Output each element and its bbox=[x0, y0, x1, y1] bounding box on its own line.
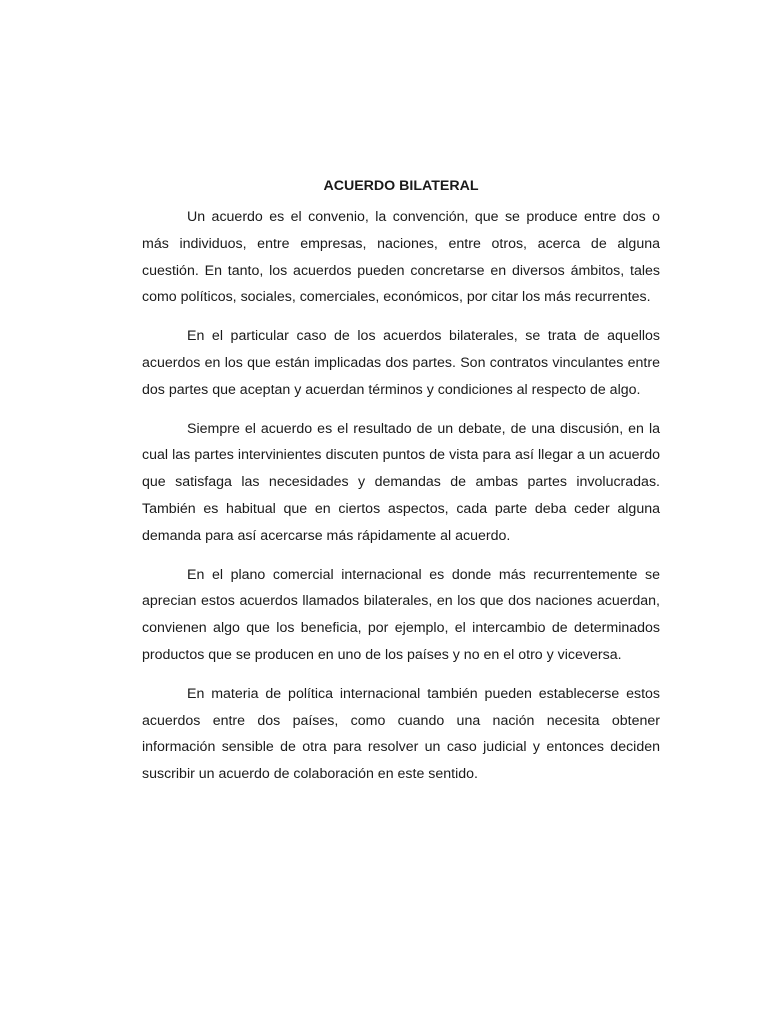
paragraph-2: En el particular caso de los acuerdos bilaterales, se trata de aquellos acuerdos en los que están implicadas dos partes. Son contratos vinculantes entre dos partes que aceptan y acuerdan términos y condiciones al respecto de algo. bbox=[142, 328, 660, 398]
paragraph-5: En materia de política internacional también pueden establecerse estos acuerdos entre dos países, como cuando una nación necesita obtener información sensible de otra para resolver un caso judicial y entonces deciden suscribir un acuerdo de colaboración en este sentido. bbox=[142, 685, 660, 783]
document-body bbox=[142, 176, 660, 800]
document-title: ACUERDO BILATERAL bbox=[323, 178, 479, 194]
paragraph-1: Un acuerdo es el convenio, la convención, que se produce entre dos o más individuos, entre empresas, naciones, entre otros, acerca de alguna cuestión. En tanto, los acuerdos pueden concretarse en diversos ámbitos, tales como políticos, sociales, comerciales, económicos, por citar los más recurrentes. bbox=[142, 209, 660, 306]
paragraph-3: Siempre el acuerdo es el resultado de un debate, de una discusión, en la cual las partes intervinientes discuten puntos de vista para así llegar a un acuerdo que satisfaga las necesidades y demandas de ambas partes involucradas. También es habitual que en ciertos aspectos, cada parte deba ceder alguna demanda para así acercarse más rápidamente al acuerdo. bbox=[142, 420, 660, 544]
paragraph-4: En el plano comercial internacional es donde más recurrentemente se aprecian estos acuerdos llamados bilaterales, en los que dos naciones acuerdan, convienen algo que los beneficia, por ejemplo, el intercambio de determinados productos que se producen en uno de los países y no en el otro y viceversa. bbox=[142, 566, 660, 663]
